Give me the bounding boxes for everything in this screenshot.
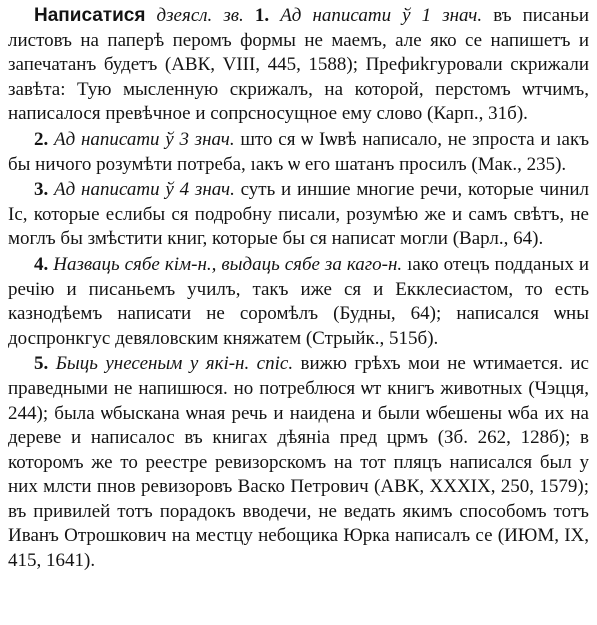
sense-number: 5. xyxy=(34,353,49,375)
sense-number: 1. xyxy=(254,5,270,26)
entry-headword: Написатися xyxy=(34,5,146,26)
sense-text: вижю грѣхъ мои не ѡтимается. ис праведными не напишюся. но потреблюся ѡт книгъ животных (Чэцця, 244); была ѡбыскана ѡная речь и наидена и были ѡбешены ѡба их на дереве и написалос въ книгах дѣяніа пред црмъ (Зб. 262, 128б); в которомъ же то реестре ревизорскомъ на тот пляцъ написался был у них млсти пнов ревизоровъ Васко Петрович (АВК, XXXIX, 250, 1579); въ привилей тотъ порадокъ вводечи, не ведать якимъ способомъ тотъ Иванъ Отрошкович на местцу небощика Юрка написалъ се (ИЮМ, IX, 415, 1641). xyxy=(8,353,589,572)
sense-text: ıако отецъ подданых и речію и писаньемъ училъ, такъ иже ся и Екклесиастом, то есть казнодѣемъ написати не соромѣлъ (Будны, 64); написался ѡны доспронкгус девяловским княжатем (Стрыйк., 515б). xyxy=(8,253,590,349)
entry-sense-2 xyxy=(8,128,589,177)
sense-label: Ад написати ў 4 знач. xyxy=(54,179,235,201)
entry-sense-1 xyxy=(8,4,589,127)
sense-text: што ся ѡ Іѡвѣ написало, не зпроста и ıакъ бы ничого розумѣти потреба, ıакъ ѡ его шатанъ просилъ (Мак., 235). xyxy=(8,128,590,175)
sense-number: 3. xyxy=(34,179,49,201)
sense-label: Ад написати ў 1 знач. xyxy=(280,5,483,26)
entry-sense-4 xyxy=(8,253,589,351)
sense-label: Назваць сябе кім-н., выдаць сябе за каго-н. xyxy=(53,253,403,275)
sense-number: 2. xyxy=(34,128,49,150)
sense-text: въ писаньи листовъ на паперѣ перомъ формы не маемъ, але яко се напишетъ и запечатанъ будетъ (АВК, VIII, 445, 1588); Префиkгуровали скрижали завѣта: Тую мысленную скрижалъ, на которой, перстомъ ѡтчимъ, написалося превѣчное и сопрсносущное ему слово (Карп., 31б). xyxy=(8,5,590,125)
sense-number: 4. xyxy=(34,253,49,275)
sense-text: суть и иншие многие речи, которые чинил Іс, которые еслибы ся подробну писали, розумѣю же и самъ свѣтъ, не моглъ бы змѣстити книг, которые бы ся написат могли (Варл., 64). xyxy=(8,179,590,250)
sense-label: Ад написати ў 3 знач. xyxy=(54,128,235,150)
entry-grammar: дзеясл. зв. xyxy=(156,5,244,26)
entry-sense-5 xyxy=(8,352,589,573)
entry-sense-3 xyxy=(8,178,589,252)
sense-label: Быць унесеным у які-н. спіс. xyxy=(55,353,294,375)
